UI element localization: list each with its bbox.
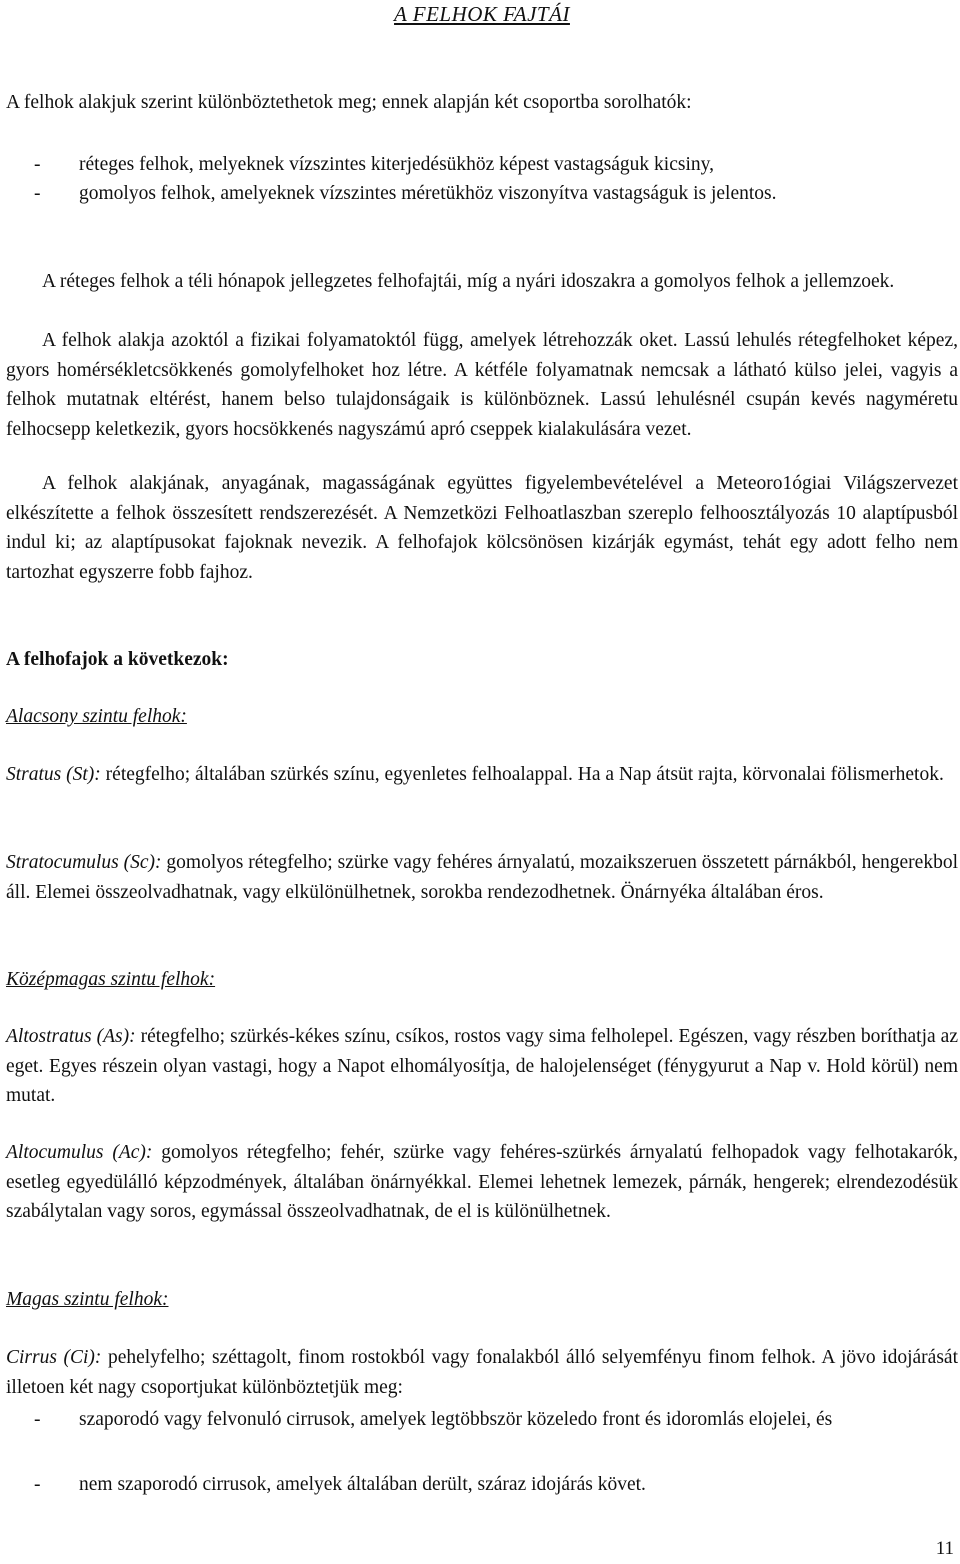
section-subtitle: Magas szintu felhok: — [6, 1289, 169, 1310]
cirrus-term: Cirrus (Ci): — [6, 1347, 102, 1368]
section-subtitle: Alacsony szintu felhok: — [6, 706, 187, 727]
stratus-description: rétegfelho; általában szürkés színu, egyenletes felhoalappal. Ha a Nap átsüt rajta, körvonalai fölismerhetok. — [100, 764, 944, 785]
cirrus-bullet-text: nem szaporodó cirrusok, amelyek általában derült, száraz idojárás követ. — [79, 1474, 646, 1495]
cirrus-entry — [6, 1343, 958, 1402]
altocumulus-entry — [6, 1138, 958, 1227]
bullet-dash: - — [34, 1474, 41, 1495]
section-subtitle: Középmagas szintu felhok: — [6, 969, 216, 990]
document-page — [6, 0, 958, 1564]
altostratus-description: rétegfelho; szürkés-kékes színu, csíkos, rostos vagy sima felholepel. Egészen, vagy részben boríthatja az eget. Egyes részein olyan vastagi, hogy a Napot elhomályosítja, de halojelenséget (fénygyurut a Nap v. Hold körül) nem mutat. — [6, 1026, 958, 1106]
altocumulus-description: gomolyos rétegfelho; fehér, szürke vagy fehéres-szürkés árnyalatú felhopadok vagy felhotakarók, esetleg egyedülálló képzodmények, általában önárnyékkal. Elemei lehetnek lemezek, párnák, hengerek; elrendezodésük szabálytalan vagy soros, egymással összeolvadhatnak, de el is különülhetnek. — [6, 1142, 958, 1222]
altocumulus-term: Altocumulus (Ac): — [6, 1142, 153, 1163]
section-heading: A felhofajok a következok: — [6, 649, 229, 670]
altostratus-entry — [6, 1022, 958, 1111]
stratocumulus-description: gomolyos rétegfelho; szürke vagy fehéres árnyalatú, mozaikszeruen összetett párnákból, hengerekbol áll. Elemei összeolvadhatnak, vagy elkülönülhetnek, sorokba rendezodhetnek. Önárnyéka általában éros. — [6, 852, 958, 903]
low-level-clouds-title — [6, 702, 958, 732]
bullet-dash: - — [34, 154, 41, 175]
paragraph-formation: A felhok alakja azoktól a fizikai folyamatoktól függ, amelyek létrehozzák oket. Lassú lehulés rétegfelhoket képez, gyors homérsékletcsökkenés gomolyfelhoket hoz létre. A kétféle folyamatnak nemcsak a látható külso jelei, vagyis a felhok mutatnak eltérést, hanem belso tulajdonságaik is különböznek. Lassú lehulésnél csupán kevés nagyméretu felhocsepp keletkezik, gyors hocsökkenés nagyszámú apró cseppek kialakulására vezet. — [6, 330, 958, 440]
stratocumulus-entry — [6, 848, 958, 907]
page-title: A FELHOK FAJTÁI — [394, 2, 570, 26]
mid-level-clouds-title — [6, 965, 958, 995]
stratus-entry — [6, 760, 958, 790]
high-level-clouds-title — [6, 1285, 958, 1315]
altostratus-term: Altostratus (As): — [6, 1026, 136, 1047]
group-item-text: gomolyos felhok, amelyeknek vízszintes méretükhöz viszonyítva vastagságuk is jelentos. — [79, 183, 777, 204]
intro-paragraph: A felhok alakjuk szerint különböztethetok meg; ennek alapján két csoportba sorolhatók: — [6, 92, 692, 113]
cirrus-bullet-text: szaporodó vagy felvonuló cirrusok, amelyek legtöbbször közeledo front és idoromlás elojelei, és — [79, 1409, 833, 1430]
stratus-term: Stratus (St): — [6, 764, 101, 785]
group-item-text: réteges felhok, melyeknek vízszintes kiterjedésükhöz képest vastagságuk kicsiny, — [79, 154, 714, 175]
page-number: 11 — [935, 1538, 954, 1559]
bullet-dash: - — [34, 1409, 41, 1430]
bullet-dash: - — [34, 183, 41, 204]
stratocumulus-term: Stratocumulus (Sc): — [6, 852, 162, 873]
cirrus-description: pehelyfelho; széttagolt, finom rostokból vagy fonalakból álló selyemfényu finom felhok. A jövo idojárását illetoen két nagy csoportjukat különböztetjük meg: — [6, 1347, 958, 1398]
paragraph-classification: A felhok alakjának, anyagának, magasságának együttes figyelembevételével a Meteoro1ógiai Világszervezet elkészítette a felhok összesített rendszerezését. A Nemzetközi Felhoatlaszban szereplo felhoosztályozás 10 alaptípusból indul ki; az alaptípusokat fajoknak nevezik. A felhofajok kölcsönösen kizárják egymást, tehát egy adott felho nem tartozhat egyszerre fobb fajhoz. — [6, 473, 958, 583]
paragraph-seasonal: A réteges felhok a téli hónapok jellegzetes felhofajtái, míg a nyári idoszakra a gomolyos felhok a jellemzoek. — [42, 271, 895, 292]
